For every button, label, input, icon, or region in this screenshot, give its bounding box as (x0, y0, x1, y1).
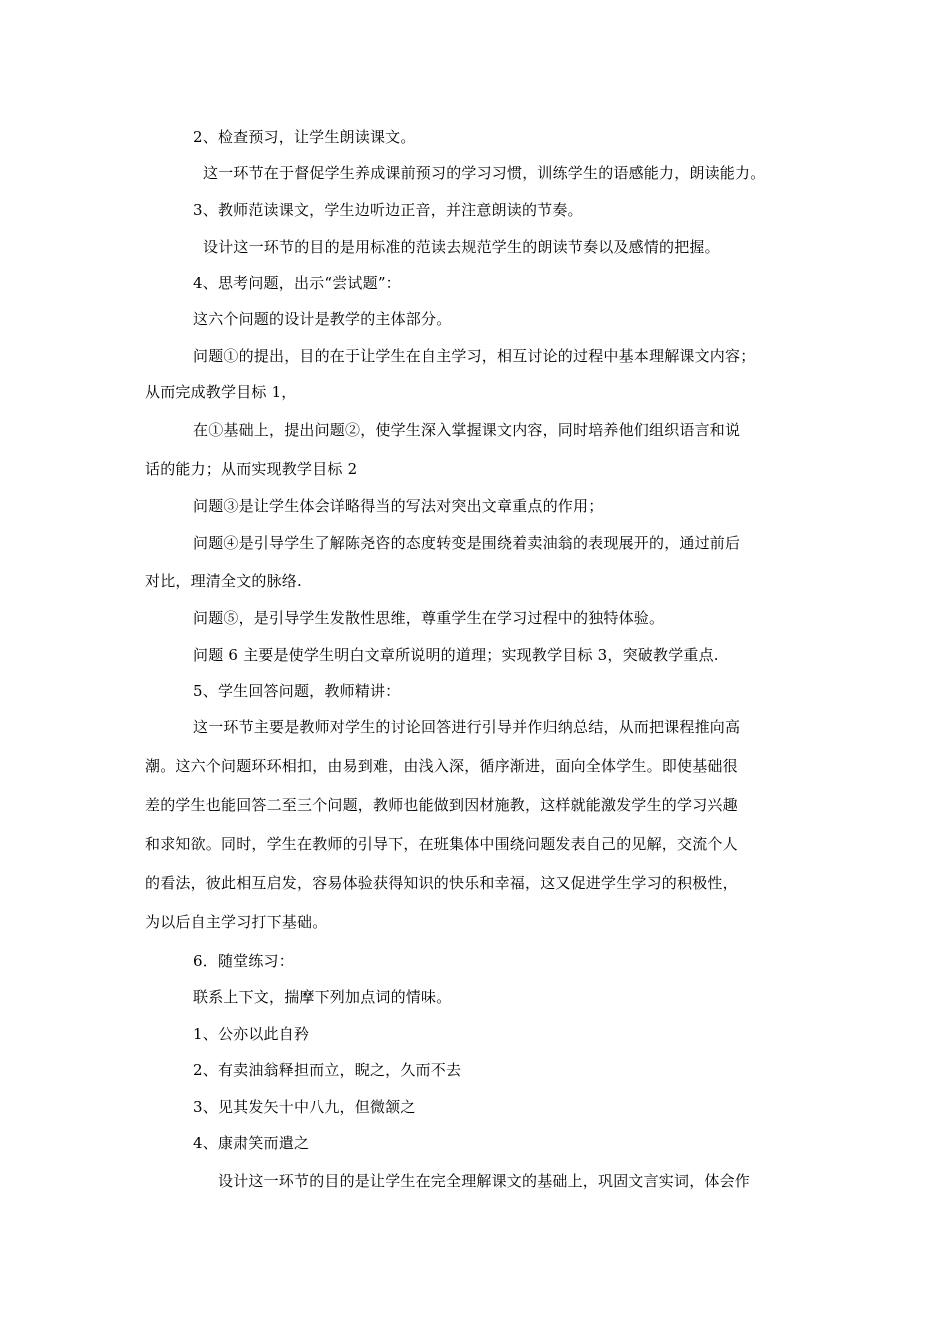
text-line: 这六个问题的设计是教学的主体部分。 (193, 310, 452, 328)
text-line: 为以后自主学习打下基础。 (145, 913, 328, 931)
text-line: 4、思考问题，出示“尝试题”： (193, 274, 401, 292)
text-line: 对比，理清全文的脉络. (145, 572, 302, 590)
text-line: 3、教师范读课文，学生边听边正音，并注意朗读的节奏。 (193, 201, 583, 219)
text-line: 的看法，彼此相互启发，容易体验获得知识的快乐和幸福，这又促进学生学习的积极性， (145, 874, 738, 892)
text-line: 6．随堂练习： (193, 952, 294, 970)
text-line: 差的学生也能回答二至三个问题，教师也能做到因材施教，这样就能激发学生的学习兴趣 (145, 796, 738, 814)
text-line: 问题⑤，是引导学生发散性思维，尊重学生在学习过程中的独特体验。 (193, 609, 665, 627)
text-line: 和求知欲。同时，学生在教师的引导下，在班集体中围绕问题发表自己的见解，交流个人 (145, 835, 738, 853)
text-line: 问题①的提出，目的在于让学生在自主学习，相互讨论的过程中基本理解课文内容； (193, 347, 756, 365)
text-line: 这一环节在于督促学生养成课前预习的学习习惯，训练学生的语感能力，朗读能力。 (203, 164, 766, 182)
text-line: 问题③是让学生体会详略得当的写法对突出文章重点的作用； (193, 497, 604, 515)
text-line: 在①基础上，提出问题②，使学生深入掌握课文内容，同时培养他们组织语言和说 (193, 421, 741, 439)
text-line: 设计这一环节的目的是用标准的范读去规范学生的朗读节奏以及感情的把握。 (203, 238, 720, 256)
text-line: 2、检查预习，让学生朗读课文。 (193, 128, 416, 146)
text-line: 1、公亦以此自矜 (193, 1025, 310, 1043)
text-line: 2、有卖油翁释担而立，睨之，久而不去 (193, 1061, 462, 1079)
text-line: 联系上下文，揣摩下列加点词的情味。 (193, 988, 452, 1006)
text-line: 3、见其发矢十中八九，但微颔之 (193, 1098, 416, 1116)
text-line: 4、康肃笑而遣之 (193, 1134, 310, 1152)
text-line: 问题 6 主要是使学生明白文章所说明的道理；实现教学目标 3，突破教学重点. (193, 646, 719, 664)
text-line: 从而完成教学目标 1， (145, 383, 297, 401)
text-line: 潮。这六个问题环环相扣，由易到难，由浅入深，循序渐进，面向全体学生。即使基础很 (145, 757, 738, 775)
text-line: 设计这一环节的目的是让学生在完全理解课文的基础上，巩固文言实词，体会作 (218, 1172, 751, 1190)
text-line: 这一环节主要是教师对学生的讨论回答进行引导并作归纳总结，从而把课程推向高 (193, 718, 741, 736)
text-line: 问题④是引导学生了解陈尧咨的态度转变是围绕着卖油翁的表现展开的，通过前后 (193, 534, 741, 552)
text-line: 话的能力；从而实现教学目标 2 (145, 460, 358, 478)
text-line: 5、学生回答问题，教师精讲： (193, 682, 401, 700)
